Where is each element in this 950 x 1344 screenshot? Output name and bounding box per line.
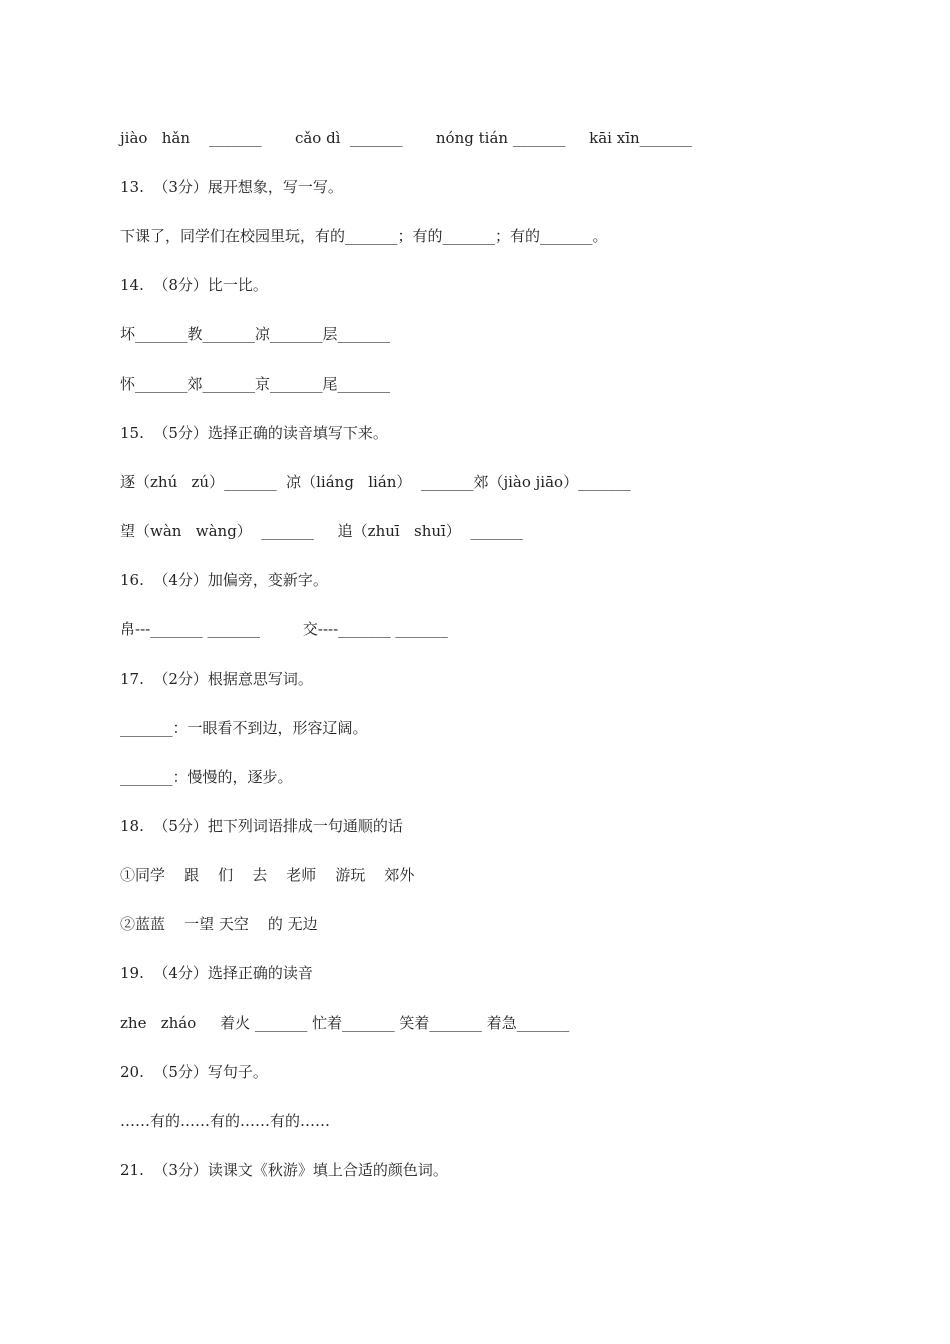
- question-14-row-2: 怀_______郊_______京_______尾_______: [120, 375, 391, 393]
- question-17-row-1: _______：一眼看不到边，形容辽阔。: [120, 719, 368, 737]
- question-13-title: 13. （3分）展开想象，写一写。: [120, 178, 343, 196]
- question-21-title: 21. （3分）读课文《秋游》填上合适的颜色词。: [120, 1161, 448, 1179]
- pinyin-words-line: jiào hǎn _______ cǎo dì _______ nóng tián _______ kāi xīn_______: [120, 129, 693, 147]
- question-17-title: 17. （2分）根据意思写词。: [120, 670, 313, 688]
- question-18-row-2: ②蓝蓝 一望 天空 的 无边: [120, 915, 318, 933]
- question-16-title: 16. （4分）加偏旁，变新字。: [120, 571, 328, 589]
- question-16-body: 帛---_______ _______ 交----_______ _______: [120, 620, 448, 638]
- question-20-title: 20. （5分）写句子。: [120, 1063, 268, 1081]
- question-20-body: ……有的……有的……有的……: [120, 1112, 331, 1130]
- question-15-title: 15. （5分）选择正确的读音填写下来。: [120, 424, 388, 442]
- question-15-row-1: 逐（zhú zú）_______ 凉（liáng lián） _______郊（jiào jiāo）_______: [120, 473, 631, 491]
- question-19-title: 19. （4分）选择正确的读音: [120, 964, 313, 982]
- question-19-body: zhe zháo 着火 _______ 忙着_______ 笑着_______ 着急_______: [120, 1014, 570, 1032]
- question-18-title: 18. （5分）把下列词语排成一句通顺的话: [120, 817, 403, 835]
- question-14-title: 14. （8分）比一比。: [120, 276, 268, 294]
- question-18-row-1: ①同学 跟 们 去 老师 游玩 郊外: [120, 866, 415, 884]
- question-14-row-1: 坏_______教_______凉_______层_______: [120, 325, 391, 343]
- question-17-row-2: _______：慢慢的，逐步。: [120, 768, 293, 786]
- question-13-body: 下课了，同学们在校园里玩，有的_______；有的_______；有的_______。: [120, 227, 608, 245]
- question-15-row-2: 望（wàn wàng） _______ 追（zhuī shuī） _______: [120, 522, 523, 540]
